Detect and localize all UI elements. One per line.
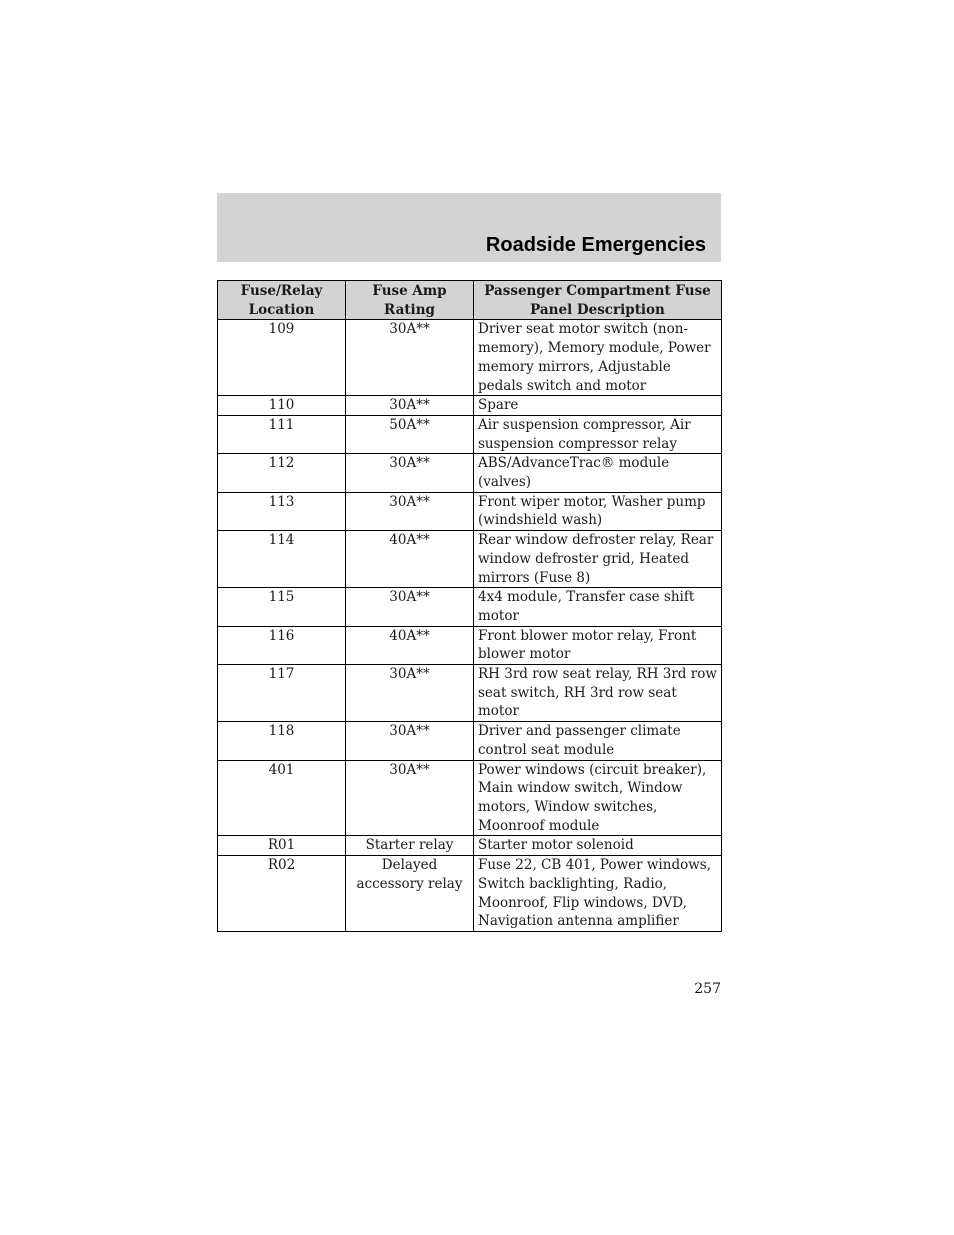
cell-rating: Delayed accessory relay bbox=[346, 856, 474, 932]
table-header-row bbox=[218, 281, 722, 320]
cell-location: R02 bbox=[218, 856, 346, 932]
cell-description: Starter motor solenoid bbox=[474, 836, 722, 856]
header-rating: Fuse Amp Rating bbox=[346, 281, 474, 320]
cell-location: 401 bbox=[218, 760, 346, 836]
cell-rating: 30A** bbox=[346, 320, 474, 396]
cell-description: RH 3rd row seat relay, RH 3rd row seat switch, RH 3rd row seat motor bbox=[474, 665, 722, 722]
table-row bbox=[218, 836, 722, 856]
cell-location: 114 bbox=[218, 531, 346, 588]
cell-rating: 30A** bbox=[346, 396, 474, 416]
cell-rating: 30A** bbox=[346, 492, 474, 530]
cell-location: 116 bbox=[218, 626, 346, 664]
cell-rating: 50A** bbox=[346, 415, 474, 453]
table-row bbox=[218, 415, 722, 453]
cell-location: 112 bbox=[218, 454, 346, 492]
cell-rating: 40A** bbox=[346, 626, 474, 664]
table-row bbox=[218, 665, 722, 722]
cell-description: Driver and passenger climate control seat module bbox=[474, 722, 722, 760]
table-row bbox=[218, 760, 722, 836]
cell-description: Air suspension compressor, Air suspension compressor relay bbox=[474, 415, 722, 453]
header-location: Fuse/Relay Location bbox=[218, 281, 346, 320]
page-number: 257 bbox=[694, 981, 721, 997]
cell-location: 110 bbox=[218, 396, 346, 416]
cell-rating: 30A** bbox=[346, 588, 474, 626]
section-header-band bbox=[217, 193, 721, 262]
fuse-table bbox=[217, 280, 722, 932]
table-row bbox=[218, 722, 722, 760]
cell-description: Spare bbox=[474, 396, 722, 416]
table-row bbox=[218, 626, 722, 664]
cell-description: Driver seat motor switch (non-memory), Memory module, Power memory mirrors, Adjustable pedals switch and motor bbox=[474, 320, 722, 396]
table-row bbox=[218, 454, 722, 492]
table-row bbox=[218, 396, 722, 416]
cell-rating: 30A** bbox=[346, 665, 474, 722]
cell-description: Power windows (circuit breaker), Main window switch, Window motors, Window switches, Moonroof module bbox=[474, 760, 722, 836]
cell-rating: 30A** bbox=[346, 760, 474, 836]
table-row bbox=[218, 492, 722, 530]
cell-description: ABS/AdvanceTrac® module (valves) bbox=[474, 454, 722, 492]
cell-location: 118 bbox=[218, 722, 346, 760]
cell-description: Front blower motor relay, Front blower motor bbox=[474, 626, 722, 664]
section-title: Roadside Emergencies bbox=[485, 234, 706, 256]
cell-description: Rear window defroster relay, Rear window defroster grid, Heated mirrors (Fuse 8) bbox=[474, 531, 722, 588]
table-row bbox=[218, 320, 722, 396]
cell-location: 115 bbox=[218, 588, 346, 626]
cell-description: 4x4 module, Transfer case shift motor bbox=[474, 588, 722, 626]
table-row bbox=[218, 531, 722, 588]
cell-location: 111 bbox=[218, 415, 346, 453]
cell-rating: 30A** bbox=[346, 454, 474, 492]
cell-rating: 40A** bbox=[346, 531, 474, 588]
cell-location: 113 bbox=[218, 492, 346, 530]
cell-location: R01 bbox=[218, 836, 346, 856]
cell-location: 109 bbox=[218, 320, 346, 396]
cell-description: Front wiper motor, Washer pump (windshield wash) bbox=[474, 492, 722, 530]
header-description: Passenger Compartment Fuse Panel Description bbox=[474, 281, 722, 320]
cell-location: 117 bbox=[218, 665, 346, 722]
cell-rating: Starter relay bbox=[346, 836, 474, 856]
cell-rating: 30A** bbox=[346, 722, 474, 760]
table-row bbox=[218, 588, 722, 626]
table-row bbox=[218, 856, 722, 932]
cell-description: Fuse 22, CB 401, Power windows, Switch backlighting, Radio, Moonroof, Flip windows, DVD, Navigation antenna amplifier bbox=[474, 856, 722, 932]
